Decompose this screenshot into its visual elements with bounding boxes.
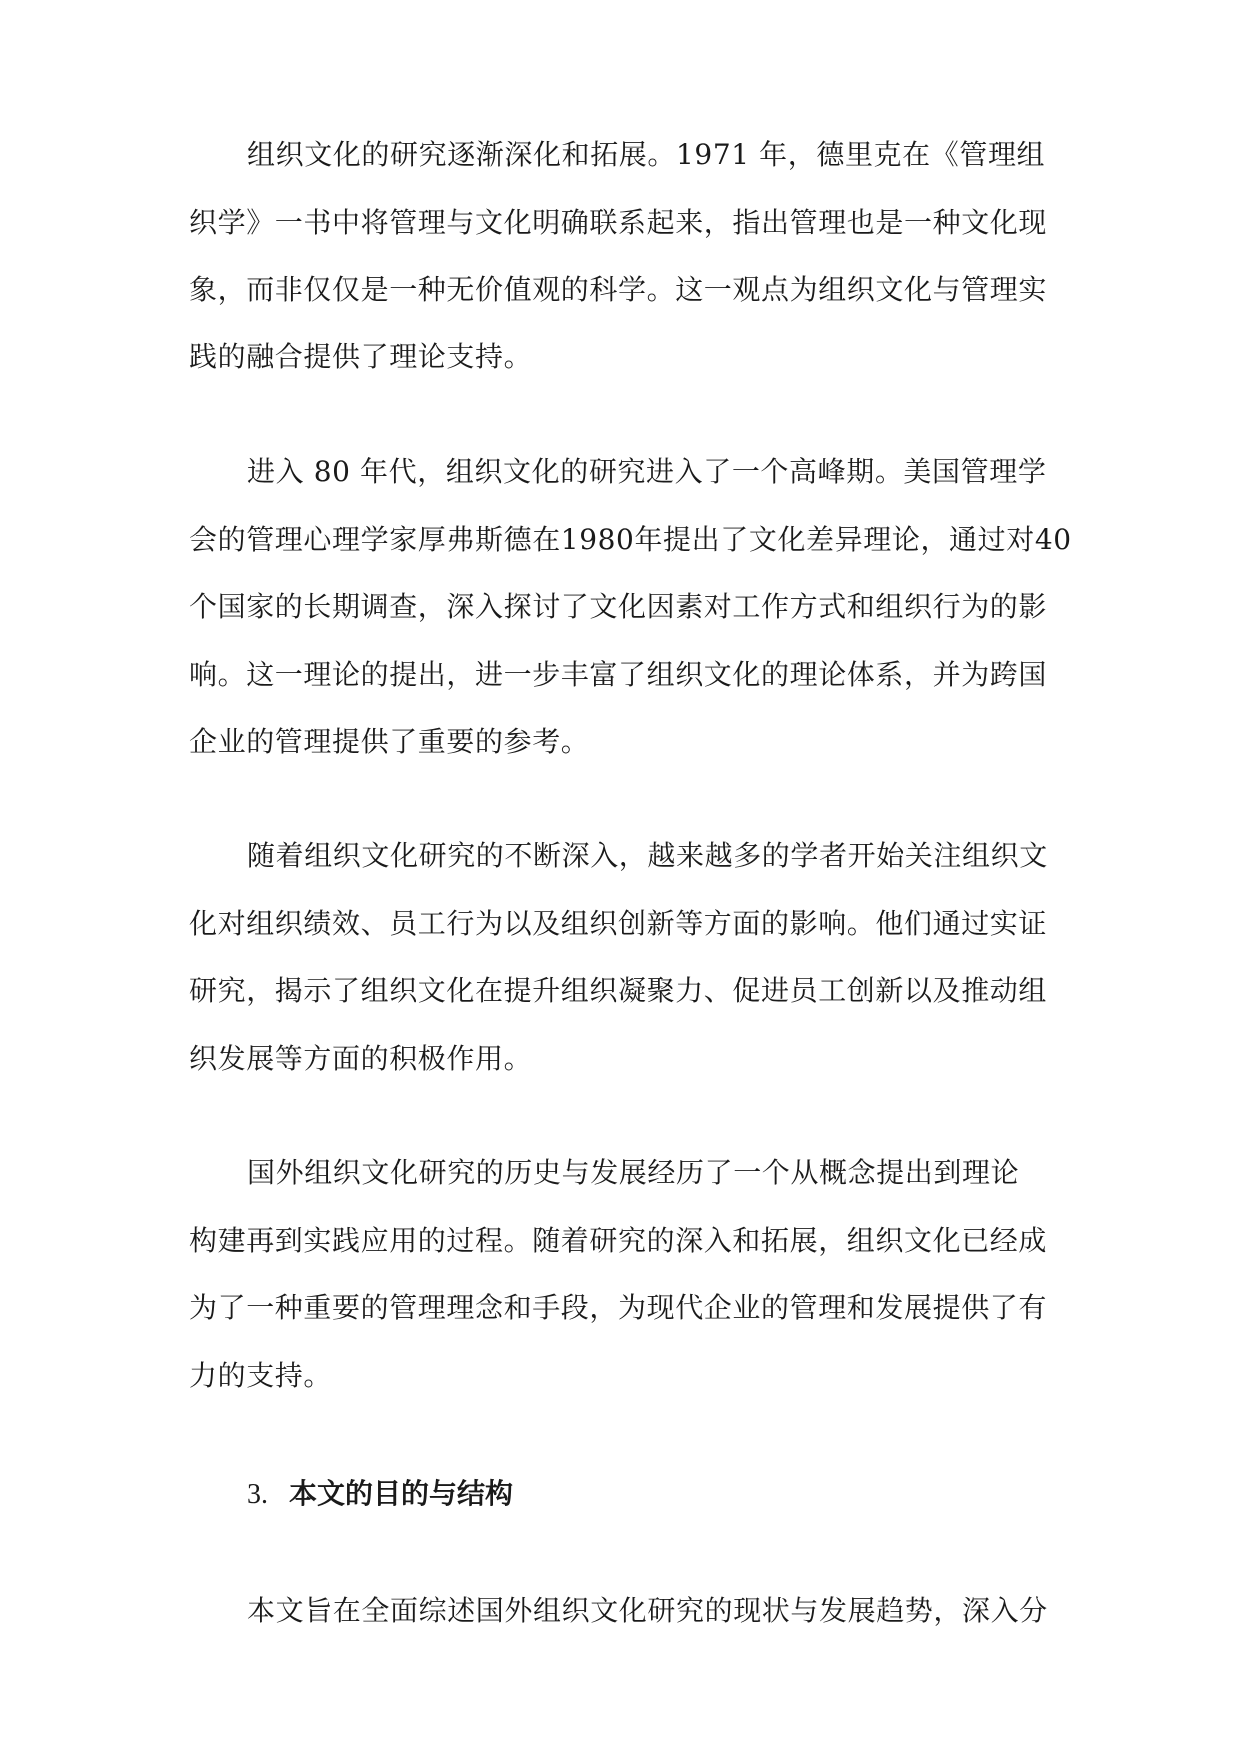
paragraph-1-line-1: 组织文化的研究逐渐深化和拓展。1971 年，德里克在《管理组 xyxy=(247,138,1046,171)
paragraph-1-line-4: 践的融合提供了理论支持。 xyxy=(189,340,533,373)
paragraph-4-line-2: 构建再到实践应用的过程。随着研究的深入和拓展，组织文化已经成 xyxy=(189,1224,1048,1257)
paragraph-3-line-4: 织发展等方面的积极作用。 xyxy=(189,1042,533,1075)
paragraph-2-line-1: 进入 80 年代，组织文化的研究进入了一个高峰期。美国管理学 xyxy=(247,455,1047,488)
paragraph-4-line-1: 国外组织文化研究的历史与发展经历了一个从概念提出到理论 xyxy=(247,1156,1020,1189)
paragraph-2-line-4: 响。这一理论的提出，进一步丰富了组织文化的理论体系，并为跨国 xyxy=(189,658,1048,691)
paragraph-3-line-3: 研究，揭示了组织文化在提升组织凝聚力、促进员工创新以及推动组 xyxy=(189,974,1048,1007)
paragraph-1-line-2: 织学》一书中将管理与文化明确联系起来，指出管理也是一种文化现 xyxy=(189,206,1048,239)
section-number: 3. xyxy=(247,1479,268,1510)
paragraph-2-line-2: 会的管理心理学家厚弗斯德在1980年提出了文化差异理论，通过对40 xyxy=(189,523,1072,556)
paragraph-5-line-1: 本文旨在全面综述国外组织文化研究的现状与发展趋势，深入分 xyxy=(247,1594,1048,1627)
paragraph-2-line-5: 企业的管理提供了重要的参考。 xyxy=(189,725,590,758)
paragraph-4-line-4: 力的支持。 xyxy=(189,1359,333,1392)
section-heading xyxy=(247,1474,513,1515)
paragraph-4-line-3: 为了一种重要的管理理念和手段，为现代企业的管理和发展提供了有 xyxy=(189,1291,1048,1324)
paragraph-3-line-2: 化对组织绩效、员工行为以及组织创新等方面的影响。他们通过实证 xyxy=(189,907,1048,940)
paragraph-3-line-1: 随着组织文化研究的不断深入，越来越多的学者开始关注组织文 xyxy=(247,839,1048,872)
section-title: 本文的目的与结构 xyxy=(289,1477,514,1510)
paragraph-1-line-3: 象，而非仅仅是一种无价值观的科学。这一观点为组织文化与管理实 xyxy=(189,273,1048,306)
paragraph-2-line-3: 个国家的长期调查，深入探讨了文化因素对工作方式和组织行为的影 xyxy=(189,590,1048,623)
